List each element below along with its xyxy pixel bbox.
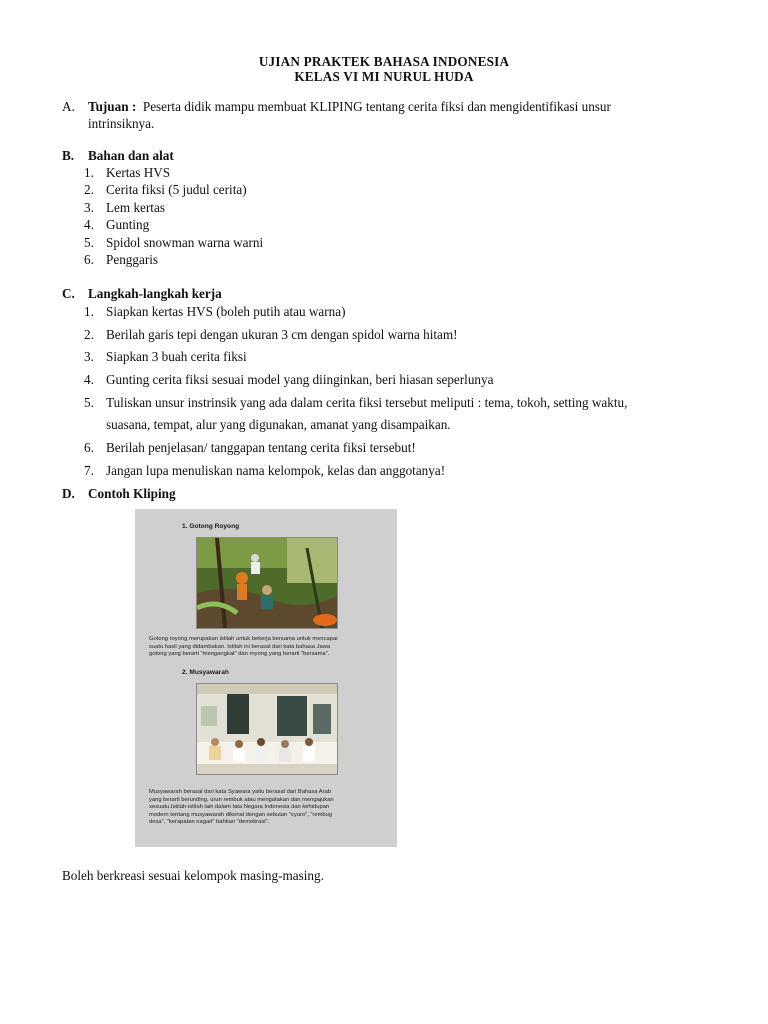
- kliping-text-1-line3: gotong yang berarti "mengangkat" dan royong yang berarti "bersama".: [149, 651, 330, 658]
- kliping-text-2-line1: Musyawarah berasal dari kata Syawara yaitu berasal dari Bahasa Arab: [149, 789, 332, 795]
- section-d-heading: Contoh Kliping: [88, 486, 176, 501]
- b-item-5: Spidol snowman warna warni: [106, 235, 264, 250]
- c-item-2: Berilah garis tepi dengan ukuran 3 cm dengan spidol warna hitam!: [106, 327, 458, 342]
- kliping-text-1-line2: suatu hasil yang didambakan. Istilah ini berasal dari kata bahasa Jawa: [149, 643, 331, 650]
- c-item-5: Tuliskan unsur instrinsik yang ada dalam cerita fiksi tersebut meliputi : tema, tokoh, setting waktu,: [106, 395, 628, 410]
- kliping-text-2-line3: sesuatu.Istilah-istilah lain dalam tata Negara Indonesia dan kehidupan: [149, 804, 330, 811]
- section-a-letter: A.: [62, 99, 75, 114]
- c-item-2-num: 2.: [84, 327, 94, 342]
- c-item-6: Berilah penjelasan/ tanggapan tentang cerita fiksi tersebut!: [106, 440, 416, 455]
- kliping-text-2: [149, 789, 395, 827]
- c-item-4: Gunting cerita fiksi sesuai model yang diinginkan, beri hiasan seperlunya: [106, 372, 494, 387]
- kliping-text-2-line2: yang berarti berunding, urun rembuk atau mengatakan dan mengajukan: [149, 796, 334, 803]
- footer-note: Boleh berkreasi sesuai kelompok masing-masing.: [62, 868, 324, 883]
- b-item-3: Lem kertas: [106, 200, 165, 215]
- c-item-3-num: 3.: [84, 349, 94, 364]
- document-title-line2: KELAS VI MI NURUL HUDA: [294, 69, 474, 84]
- section-a-line2: intrinsiknya.: [88, 116, 155, 131]
- kliping-example-image: [135, 509, 397, 847]
- kliping-text-2-line4: modern tentang musyawarah dikenal dengan sebutan "syuro", "rembug: [149, 811, 333, 818]
- b-item-2: Cerita fiksi (5 judul cerita): [106, 182, 247, 197]
- section-a-line1: [88, 99, 611, 115]
- section-b-heading: Bahan dan alat: [88, 148, 174, 163]
- musyawarah-photo: [196, 683, 338, 775]
- document-title-line1: UJIAN PRAKTEK BAHASA INDONESIA: [258, 54, 510, 69]
- c-item-6-num: 6.: [84, 440, 94, 455]
- b-item-5-num: 5.: [84, 235, 94, 250]
- section-a-label: Tujuan :: [88, 99, 137, 114]
- kliping-text-1: [149, 636, 395, 659]
- kliping-heading-1: 1. Gotong Royong: [182, 523, 240, 530]
- b-item-4: Gunting: [106, 217, 150, 232]
- kliping-heading-2: 2. Musyawarah: [182, 669, 229, 676]
- b-item-6-num: 6.: [84, 252, 94, 267]
- b-item-4-num: 4.: [84, 217, 94, 232]
- c-item-5-num: 5.: [84, 395, 94, 410]
- kliping-text-2-line5: desa", "kerapatan nagari" bahkan "demokrasi".: [149, 819, 270, 826]
- c-item-1-num: 1.: [84, 304, 94, 319]
- c-item-7-num: 7.: [84, 463, 94, 478]
- b-item-1: Kertas HVS: [106, 165, 171, 180]
- c-item-1: Siapkan kertas HVS (boleh putih atau warna): [106, 304, 346, 319]
- kliping-text-1-line1: Gotong royong merupakan istilah untuk bekerja bersama untuk mencapai: [149, 636, 338, 642]
- section-d-letter: D.: [62, 486, 75, 501]
- b-item-6: Penggaris: [106, 252, 159, 267]
- c-item-7: Jangan lupa menuliskan nama kelompok, kelas dan anggotanya!: [106, 463, 446, 478]
- b-item-1-num: 1.: [84, 165, 94, 180]
- gotong-royong-photo: [196, 537, 338, 629]
- section-c-letter: C.: [62, 286, 75, 301]
- section-a-text: Peserta didik mampu membuat KLIPING tentang cerita fiksi dan mengidentifikasi unsur: [142, 99, 611, 114]
- c-item-3: Siapkan 3 buah cerita fiksi: [106, 349, 247, 364]
- section-b-letter: B.: [62, 148, 75, 163]
- c-item-5-cont: suasana, tempat, alur yang digunakan, amanat yang disampaikan.: [106, 417, 451, 432]
- c-item-4-num: 4.: [84, 372, 94, 387]
- section-c-heading: Langkah-langkah kerja: [88, 286, 222, 301]
- b-item-2-num: 2.: [84, 182, 94, 197]
- b-item-3-num: 3.: [84, 200, 94, 215]
